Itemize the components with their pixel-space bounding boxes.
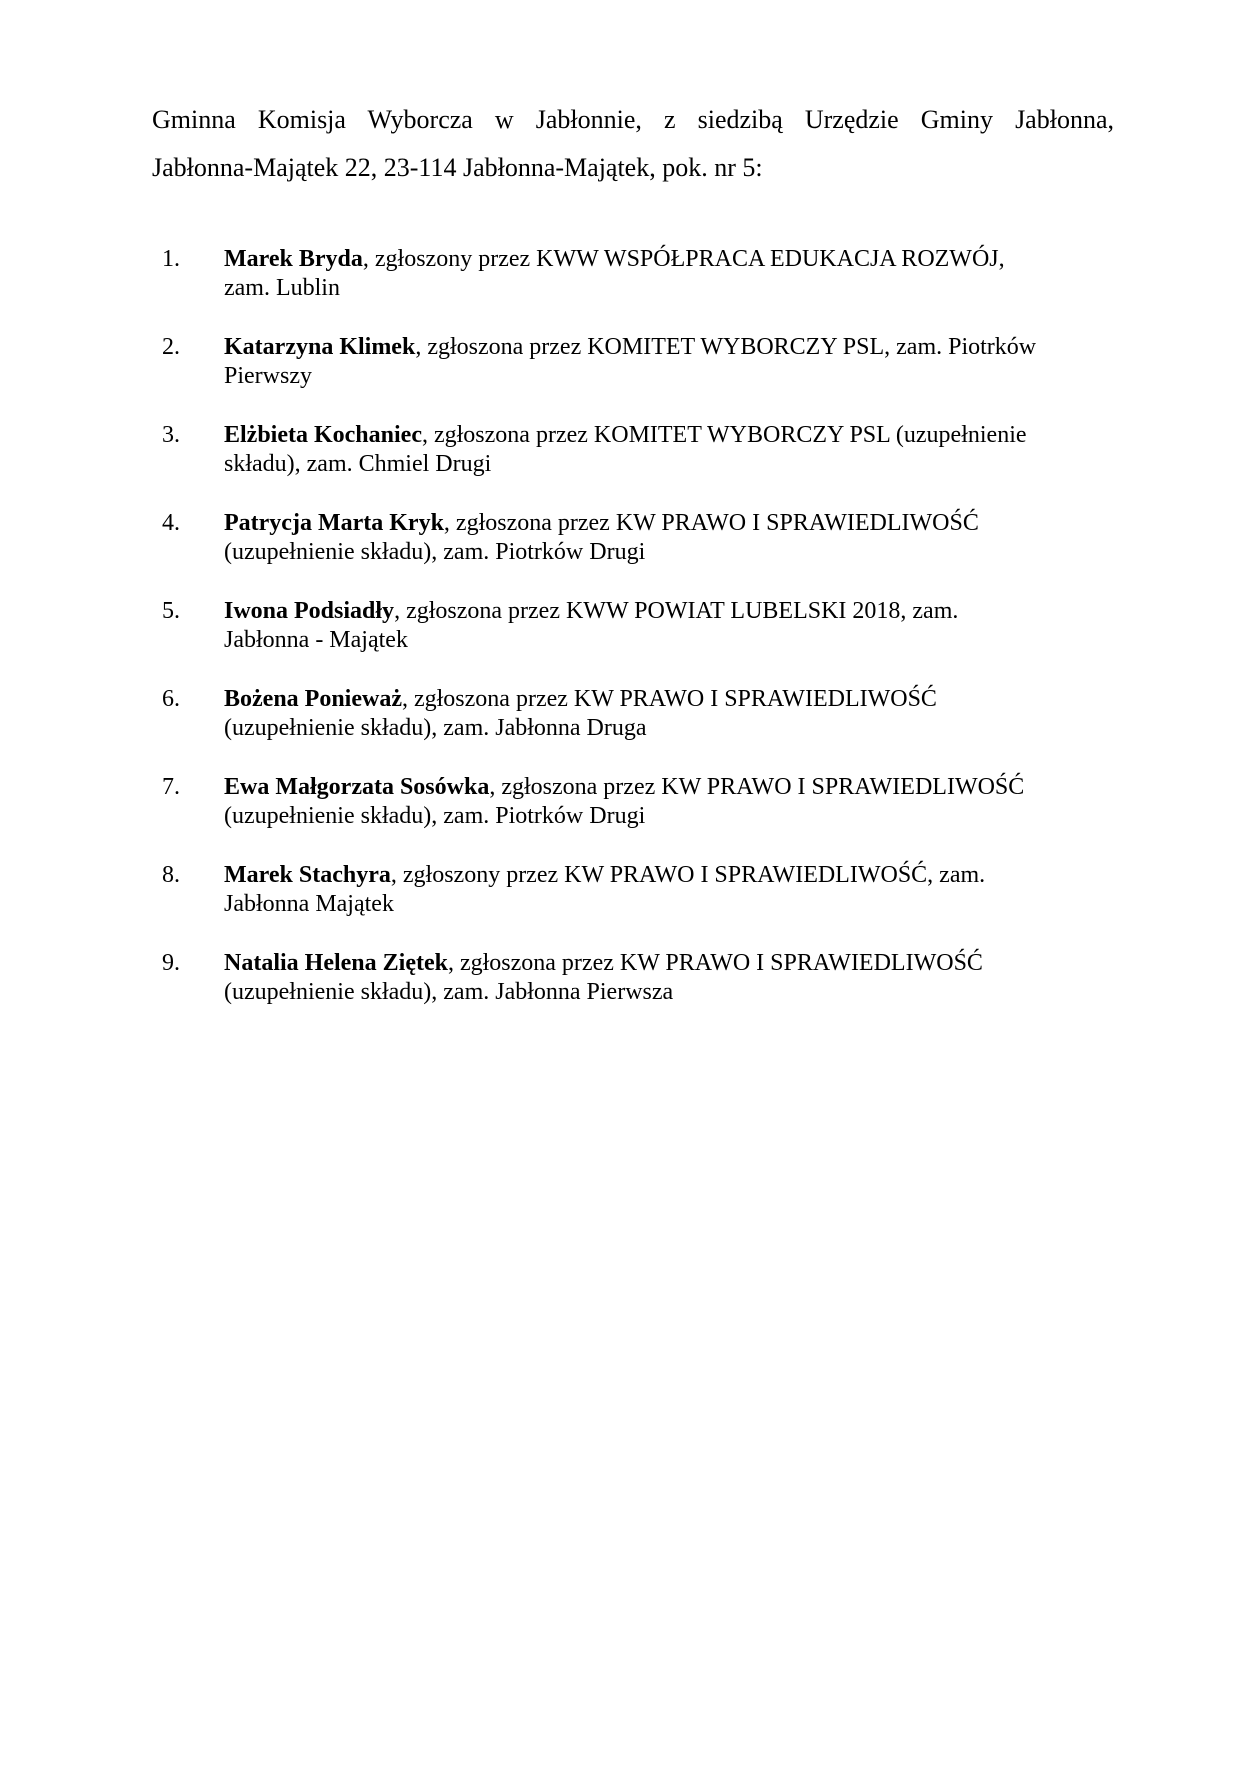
intro-paragraph xyxy=(152,96,1114,192)
member-name: Natalia Helena Ziętek xyxy=(224,950,448,976)
member-details-cont: Jabłonna Majątek xyxy=(224,891,394,917)
member-details: , zgłoszona przez KOMITET WYBORCZY PSL, zam. Piotrków xyxy=(415,334,1037,360)
item-text xyxy=(224,509,1114,567)
member-details: , zgłoszona przez KW PRAWO I SPRAWIEDLIWOŚĆ xyxy=(401,686,937,712)
item-text xyxy=(224,861,1114,919)
member-details: , zgłoszona przez KW PRAWO I SPRAWIEDLIWOŚĆ xyxy=(443,510,979,536)
item-text xyxy=(224,245,1114,303)
member-details: , zgłoszona przez KOMITET WYBORCZY PSL (uzupełnienie xyxy=(421,422,1027,448)
list-item xyxy=(152,597,1114,685)
member-details: , zgłoszona przez KW PRAWO I SPRAWIEDLIWOŚĆ xyxy=(447,950,983,976)
item-number: 6. xyxy=(162,686,180,712)
item-text xyxy=(224,685,1114,743)
member-details: , zgłoszony przez KWW WSPÓŁPRACA EDUKACJA ROZWÓJ, xyxy=(362,246,1005,272)
list-item xyxy=(152,949,1114,1037)
members-list xyxy=(152,245,1114,1037)
member-name: Elżbieta Kochaniec xyxy=(224,422,422,448)
item-number: 8. xyxy=(162,862,180,888)
item-text xyxy=(224,949,1114,1007)
item-number: 7. xyxy=(162,774,180,800)
member-details-cont: (uzupełnienie składu), zam. Piotrków Drugi xyxy=(224,539,646,565)
intro-line-1: Gminna Komisja Wyborcza w Jabłonnie, z siedzibą Urzędzie Gminy Jabłonna, xyxy=(152,105,1114,134)
member-name: Marek Stachyra xyxy=(224,862,391,888)
member-name: Bożena Ponieważ xyxy=(224,686,402,712)
list-item xyxy=(152,245,1114,333)
item-number: 5. xyxy=(162,598,180,624)
member-details: , zgłoszona przez KW PRAWO I SPRAWIEDLIWOŚĆ xyxy=(489,774,1025,800)
list-item xyxy=(152,773,1114,861)
member-details-cont: Pierwszy xyxy=(224,363,312,389)
list-item xyxy=(152,421,1114,509)
list-item xyxy=(152,861,1114,949)
member-details-cont: (uzupełnienie składu), zam. Jabłonna Pierwsza xyxy=(224,979,674,1005)
item-text xyxy=(224,597,1114,655)
item-number: 9. xyxy=(162,950,180,976)
item-number: 2. xyxy=(162,334,180,360)
member-name: Katarzyna Klimek xyxy=(224,334,416,360)
item-text xyxy=(224,333,1114,391)
list-item xyxy=(152,685,1114,773)
member-details: , zgłoszony przez KW PRAWO I SPRAWIEDLIWOŚĆ, zam. xyxy=(390,862,986,888)
member-details-cont: (uzupełnienie składu), zam. Piotrków Drugi xyxy=(224,803,646,829)
intro-line-2: Jabłonna-Majątek 22, 23-114 Jabłonna-Majątek, pok. nr 5: xyxy=(152,153,763,182)
member-name: Patrycja Marta Kryk xyxy=(224,510,444,536)
item-number: 1. xyxy=(162,246,180,272)
member-details-cont: (uzupełnienie składu), zam. Jabłonna Druga xyxy=(224,715,647,741)
member-details-cont: zam. Lublin xyxy=(224,275,340,301)
member-details: , zgłoszona przez KWW POWIAT LUBELSKI 2018, zam. xyxy=(394,598,959,624)
item-text xyxy=(224,773,1114,831)
member-name: Marek Bryda xyxy=(224,246,363,272)
member-name: Iwona Podsiadły xyxy=(224,598,395,624)
list-item xyxy=(152,509,1114,597)
member-name: Ewa Małgorzata Sosówka xyxy=(224,774,490,800)
item-text xyxy=(224,421,1114,479)
item-number: 3. xyxy=(162,422,180,448)
member-details-cont: Jabłonna - Majątek xyxy=(224,627,408,653)
member-details-cont: składu), zam. Chmiel Drugi xyxy=(224,451,492,477)
list-item xyxy=(152,333,1114,421)
item-number: 4. xyxy=(162,510,180,536)
